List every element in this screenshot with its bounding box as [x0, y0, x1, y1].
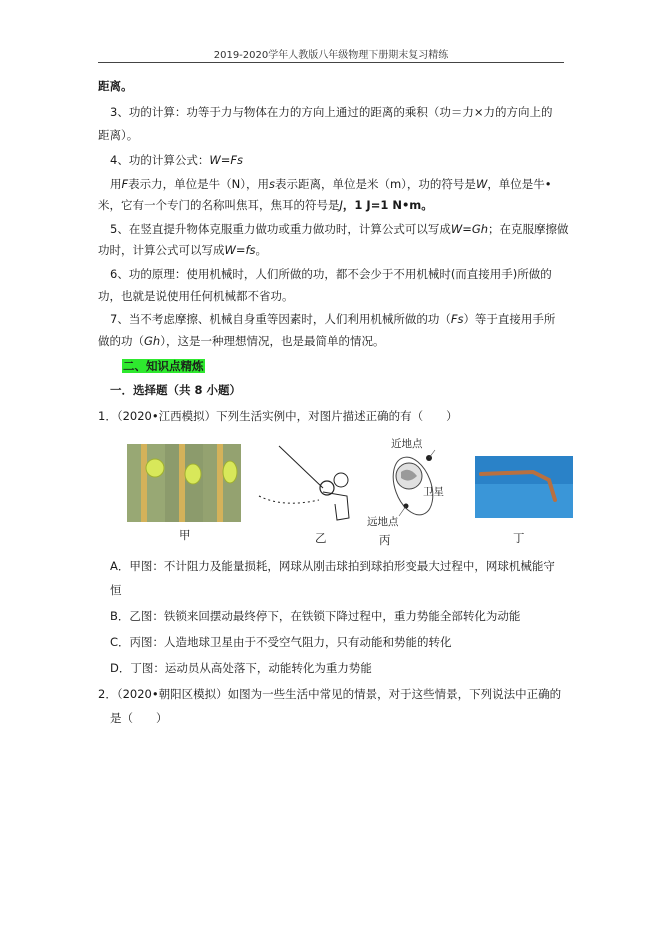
question-figure [123, 438, 575, 550]
symbol: s [268, 177, 275, 191]
header-title: 2019-2020学年人教版八年级物理下册期末复习精练 [213, 50, 449, 61]
text-line [110, 176, 552, 192]
text-segment: ；在克服摩擦做 [488, 222, 569, 236]
question-stem-cont: 是（ ） [110, 711, 168, 725]
header-rule [98, 62, 564, 63]
label-satellite: 卫星 [423, 486, 444, 498]
text-segment: 用 [110, 177, 122, 191]
formula: Gh [144, 334, 161, 348]
pendulum-drawing [259, 446, 349, 520]
text-line: 距离）。 [98, 128, 139, 142]
text-line [98, 242, 267, 258]
diver-photo [475, 456, 573, 518]
label-perigee: 近地点 [391, 438, 423, 450]
part-heading: 一．选择题（共 8 小题） [110, 383, 242, 397]
text-line: 6、功的原理：使用机械时，人们所做的功，都不会少于不用机械时(而直接用手)所做的 [110, 267, 552, 281]
caption-bing: 丙 [379, 533, 391, 547]
text-segment: 7、当不考虑摩擦、机械自身重等因素时，人们利用机械所做的功（ [110, 312, 451, 326]
formula: W=Fs [209, 153, 243, 167]
label-apogee: 远地点 [367, 516, 399, 528]
text-segment: 做的功（ [98, 334, 144, 348]
text-segment: 功时，计算公式可以写成 [98, 243, 225, 257]
caption-yi: 乙 [315, 531, 327, 545]
text-line [98, 197, 433, 213]
question-stem: 1．（2020•江西模拟）下列生活实例中，对图片描述正确的有（ ） [98, 409, 458, 423]
caption-ding: 丁 [513, 531, 525, 545]
formula: Fs [450, 312, 464, 326]
text-segment: 米，它有一个专门的名称叫焦耳，焦耳的符号是 [98, 198, 340, 212]
option-c: C．丙图：人造地球卫星由于不受空气阻力，只有动能和势能的转化 [110, 635, 452, 649]
text-segment: ）等于直接用手所 [463, 312, 556, 326]
text-segment: ，单位是牛• [487, 177, 552, 191]
text-segment: 5、在竖直提升物体克服重力做功或重力做功时，计算公式可以写成 [110, 222, 451, 236]
formula: W=Gh [450, 222, 489, 236]
text-line [98, 333, 384, 349]
tennis-photo [127, 444, 241, 522]
text-segment: ），这是一种理想情况，也是最简单的情况。 [160, 334, 385, 348]
option-b: B．乙图：铁锁来回摆动最终停下，在铁锁下降过程中，重力势能全部转化为动能 [110, 609, 521, 623]
option-d: D．丁图：运动员从高处落下，动能转化为重力势能 [110, 661, 372, 675]
text-line: 3、功的计算：功等于力与物体在力的方向上通过的距离的乘积（功＝力×力的方向上的 [110, 105, 553, 119]
section-title: 二、知识点精炼 [123, 359, 204, 373]
text-segment: 。 [255, 243, 268, 257]
text-line: 功，也就是说使用任何机械都不省功。 [98, 289, 294, 303]
text-line [110, 152, 243, 168]
formula: W=fs [224, 243, 256, 257]
section-heading [122, 358, 205, 374]
text-line: 距离。 [98, 79, 133, 93]
question-stem: 2．（2020•朝阳区模拟）如图为一些生活中常见的情景，对于这些情景，下列说法中正确的 [98, 687, 562, 701]
text-segment: 4、功的计算公式： [110, 153, 210, 167]
option-a: A．甲图：不计阻力及能量损耗，网球从刚击球拍到球拍形变最大过程中，网球机械能守 [110, 559, 555, 573]
symbol: F [121, 177, 129, 191]
text-line [110, 311, 555, 327]
text-line [110, 221, 569, 237]
caption-jia: 甲 [179, 528, 191, 542]
symbol: J [339, 198, 343, 212]
figure-panels [123, 444, 575, 550]
text-segment: 表示力，单位是牛（N），用 [128, 177, 269, 191]
option-a-cont: 恒 [110, 583, 122, 597]
symbol: W [475, 177, 488, 191]
text-segment: ，1 J=1 N•m。 [342, 198, 433, 212]
text-segment: 表示距离，单位是米（m），功的符号是 [274, 177, 476, 191]
